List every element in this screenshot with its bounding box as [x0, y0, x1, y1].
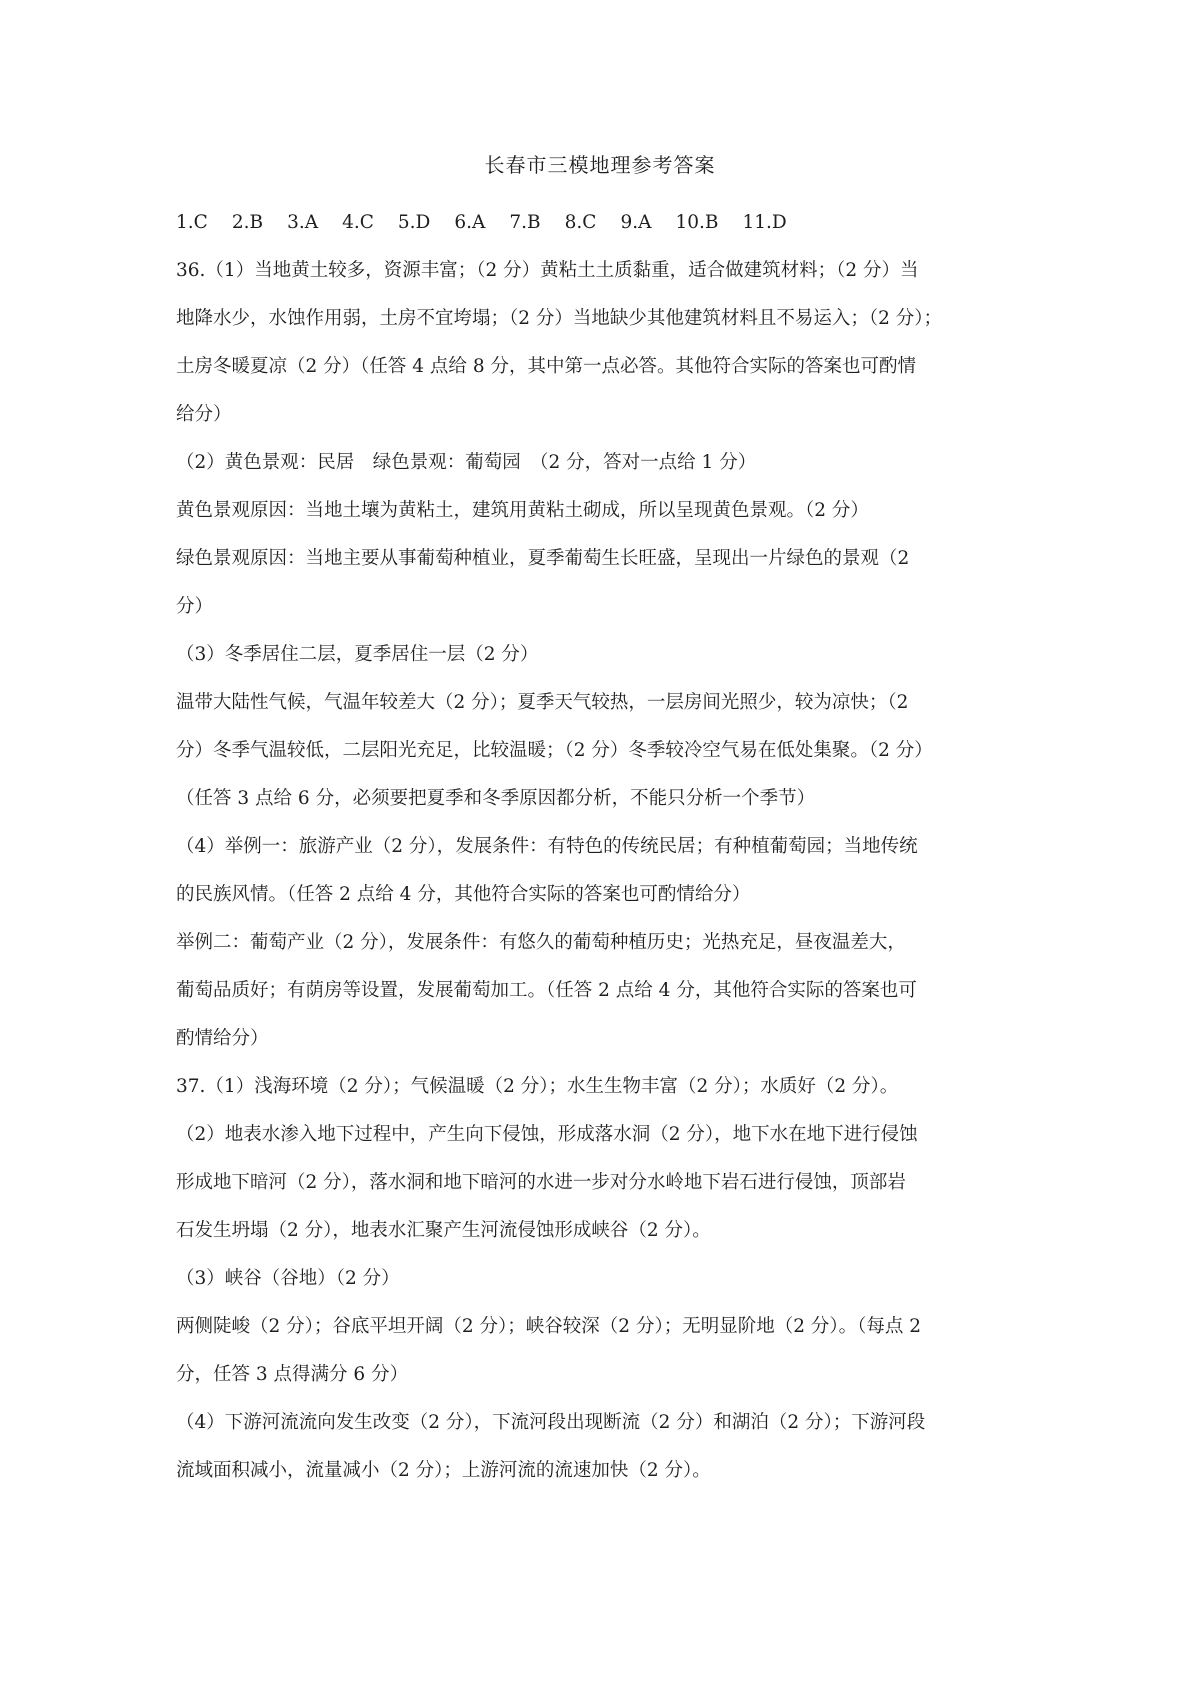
mc-answer: 7.B	[509, 212, 541, 233]
text-line: 葡萄品质好；有荫房等设置，发展葡萄加工。（任答 2 点给 4 分，其他符合实际的答案也可	[176, 980, 917, 1001]
text-line: 分）冬季气温较低，二层阳光充足，比较温暖；（2 分）冬季较冷空气易在低处集聚。（2 分）	[176, 740, 933, 761]
text-line: （3）冬季居住二层，夏季居住一层（2 分）	[176, 644, 539, 665]
mc-answer: 8.C	[564, 212, 597, 233]
text-line: （3）峡谷（谷地）（2 分）	[176, 1268, 400, 1289]
mc-answer: 5.D	[397, 212, 431, 233]
mc-answer: 10.B	[675, 212, 719, 233]
mc-answer: 3.A	[287, 212, 319, 233]
mc-answer: 9.A	[620, 212, 652, 233]
multiple-choice-answers	[176, 199, 1028, 247]
mc-answer: 1.C	[176, 212, 208, 233]
text-line: 的民族风情。（任答 2 点给 4 分，其他符合实际的答案也可酌情给分）	[176, 884, 751, 905]
text-line: （任答 3 点给 6 分，必须要把夏季和冬季原因都分析，不能只分析一个季节）	[176, 788, 816, 809]
text-line: 分，任答 3 点得满分 6 分）	[176, 1364, 409, 1385]
text-line: 给分）	[176, 404, 232, 425]
text-line: （4）下游河流流向发生改变（2 分），下流河段出现断流（2 分）和湖泊（2 分）；下游河段	[176, 1412, 926, 1433]
mc-answer: 11.D	[742, 212, 787, 233]
answer-content	[176, 199, 1028, 1495]
text-line: 形成地下暗河（2 分），落水洞和地下暗河的水进一步对分水岭地下岩石进行侵蚀，顶部岩	[176, 1172, 906, 1193]
text-line: 地降水少，水蚀作用弱，土房不宜垮塌；（2 分）当地缺少其他建筑材料且不易运入；（2 分）；	[176, 308, 943, 329]
text-line: 石发生坍塌（2 分），地表水汇聚产生河流侵蚀形成峡谷（2 分）。	[176, 1220, 711, 1241]
text-line: 黄色景观原因：当地土壤为黄粘土，建筑用黄粘土砌成，所以呈现黄色景观。（2 分）	[176, 500, 869, 521]
mc-answer: 4.C	[342, 212, 374, 233]
text-line: 温带大陆性气候，气温年较差大（2 分）；夏季天气较热，一层房间光照少，较为凉快；（2	[176, 692, 909, 713]
text-line: 举例二：葡萄产业（2 分），发展条件：有悠久的葡萄种植历史；光热充足，昼夜温差大，	[176, 932, 906, 953]
text-line: （2）黄色景观：民居 绿色景观：葡萄园 （2 分，答对一点给 1 分）	[176, 452, 757, 473]
text-line: 37.（1）浅海环境（2 分）；气候温暖（2 分）；水生生物丰富（2 分）；水质好（2 分）。	[176, 1076, 899, 1097]
text-line: 绿色景观原因：当地主要从事葡萄种植业，夏季葡萄生长旺盛，呈现出一片绿色的景观（2	[176, 548, 910, 569]
document-title: 长春市三模地理参考答案	[484, 153, 716, 177]
text-line: （4）举例一：旅游产业（2 分），发展条件：有特色的传统民居；有种植葡萄园；当地传统	[176, 836, 918, 857]
text-line: （2）地表水渗入地下过程中，产生向下侵蚀，形成落水洞（2 分），地下水在地下进行侵蚀	[176, 1124, 918, 1145]
text-line: 酌情给分）	[176, 1028, 269, 1049]
mc-answer: 2.B	[231, 212, 264, 233]
text-line: 两侧陡峻（2 分）；谷底平坦开阔（2 分）；峡谷较深（2 分）；无明显阶地（2 分）。（每点 2	[176, 1316, 922, 1337]
text-line: 36.（1）当地黄土较多，资源丰富；（2 分）黄粘土土质黏重，适合做建筑材料；（2 分）当	[176, 260, 919, 281]
mc-answer: 6.A	[454, 212, 486, 233]
text-line: 分）	[176, 596, 214, 617]
text-line: 土房冬暖夏凉（2 分）（任答 4 点给 8 分，其中第一点必答。其他符合实际的答案也可酌情	[176, 356, 916, 377]
text-line: 流域面积减小，流量减小（2 分）；上游河流的流速加快（2 分）。	[176, 1460, 711, 1481]
